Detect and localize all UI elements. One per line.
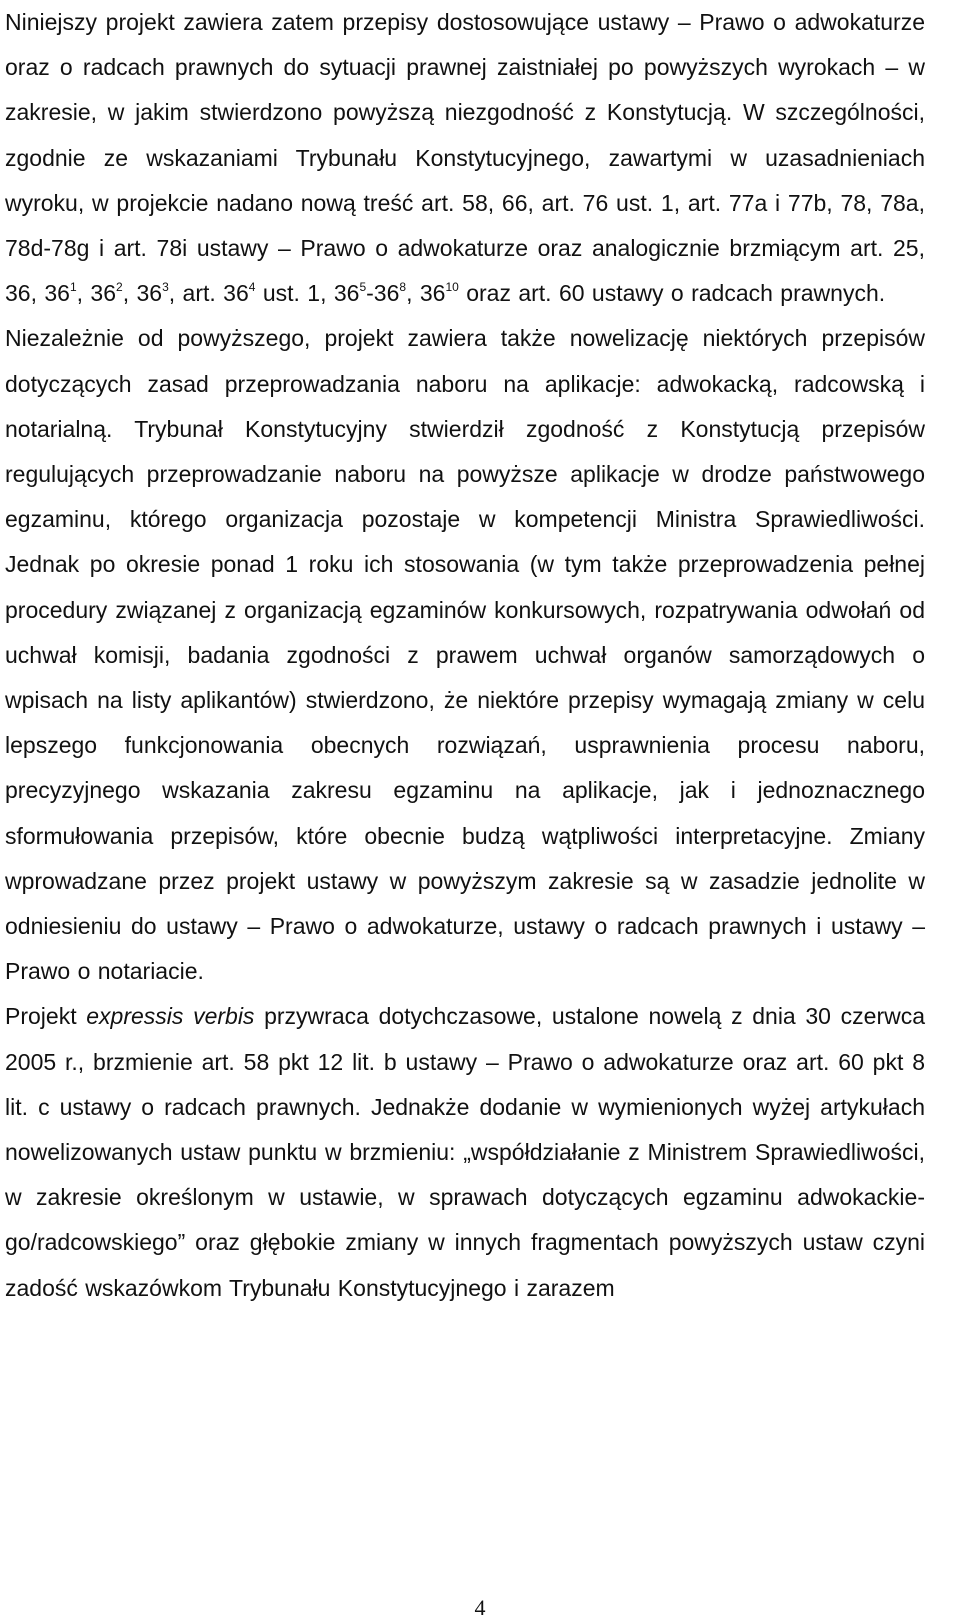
paragraph-3 xyxy=(5,994,925,1310)
superscript: 10 xyxy=(445,280,459,295)
text-run: Projekt xyxy=(5,1003,87,1030)
superscript: 4 xyxy=(248,280,256,295)
italic-phrase: expressis verbis xyxy=(86,1003,255,1030)
paragraph-1 xyxy=(5,0,925,316)
text-run: Niezależnie od powyższego, projekt zawiera także nowelizację niektórych przepisów dotyczących zasad przeprowadzania naboru na aplikacje: adwokacką, radcowską i notarialną. Trybunał Konstytucyjny stwierdził zgodność z Konstytucją przepisów regulujących przeprowadzanie naboru na powyższe aplikacje w drodze państwowego egzaminu, którego organizacja pozostaje w kompetencji Ministra Sprawiedliwości. Jednak po okresie ponad 1 roku ich stosowania (w tym także przeprowadzenia pełnej procedury związanej z organizacją egzaminów konkursowych, rozpatrywania odwołań od uchwał komisji, badania zgodności z prawem uchwał organów samorządowych o wpisach na listy aplikantów) stwierdzono, że niektóre przepisy wymagają zmiany w celu lepszego funkcjonowania obecnych rozwiązań, usprawnienia procesu naboru, precyzyjnego wskazania zakresu egzaminu na aplikacje, jak i jednoznacznego sformułowania przepisów, które obecnie budzą wątpliwości interpretacyjne. Zmiany wprowadzane przez projekt ustawy w powyższym zakresie są w zasadzie jednolite w odniesieniu do ustawy – Prawo o adwokaturze, ustawy o radcach prawnych i ustawy – Prawo o notariacie. xyxy=(5,325,925,985)
text-run: przywraca dotychczasowe, ustalone nowelą z dnia 30 czerwca 2005 r., brzmienie art. 58 pkt 12 lit. b ustawy – Prawo o adwokaturze oraz art. 60 pkt 8 lit. c ustawy o radcach prawnych. Jednakże dodanie w wymienionych wyżej artykułach nowelizowanych ustaw punktu w brzmieniu: „współdziałanie z Ministrem Sprawiedliwości, w zakresie określonym w ustawie, w sprawach dotyczących egzaminu adwokackie-go/radcowskiego” oraz głębokie zmiany w innych fragmentach powyższych ustaw czyni zadość wskazówkom Trybunału Konstytucyjnego i zarazem xyxy=(5,1003,926,1301)
superscript: 1 xyxy=(69,280,77,295)
superscript: 5 xyxy=(359,280,367,295)
text-run: Niniejszy projekt zawiera zatem przepisy dostosowujące ustawy – Prawo o adwokaturze oraz o radcach prawnych do sytuacji prawnej zaistniałej po powyższych wyrokach – w zakresie, w jakim stwierdzono powyższą niezgodność z Konstytucją. W szczególności, zgodnie ze wskazaniami Trybunału Konstytucyjnego, zawartymi w uzasadnieniach wyroku, w projekcie nadano nową treść art. 58, 66, art. 76 ust. 1, art. 77a i 77b, 78, 78a, 78d-78g i art. 78i ustawy – Prawo o adwokaturze oraz analogicznie brzmiącym art. 25, 36, 36 xyxy=(5,9,925,307)
text-run: ust. 1, 36 xyxy=(255,280,360,307)
text-run: , art. 36 xyxy=(168,280,249,307)
superscript: 2 xyxy=(116,280,123,295)
superscript: 3 xyxy=(162,280,169,295)
superscript: 8 xyxy=(399,280,407,295)
text-run: , 36 xyxy=(76,280,117,307)
page-number: 4 xyxy=(474,1595,486,1620)
text-run: oraz art. 60 ustawy o radcach prawnych. xyxy=(458,280,886,307)
text-run: -36 xyxy=(366,280,400,307)
text-run: , 36 xyxy=(122,280,163,307)
paragraph-2 xyxy=(5,316,925,994)
body-text xyxy=(5,0,925,1311)
text-run: , 36 xyxy=(406,280,446,307)
